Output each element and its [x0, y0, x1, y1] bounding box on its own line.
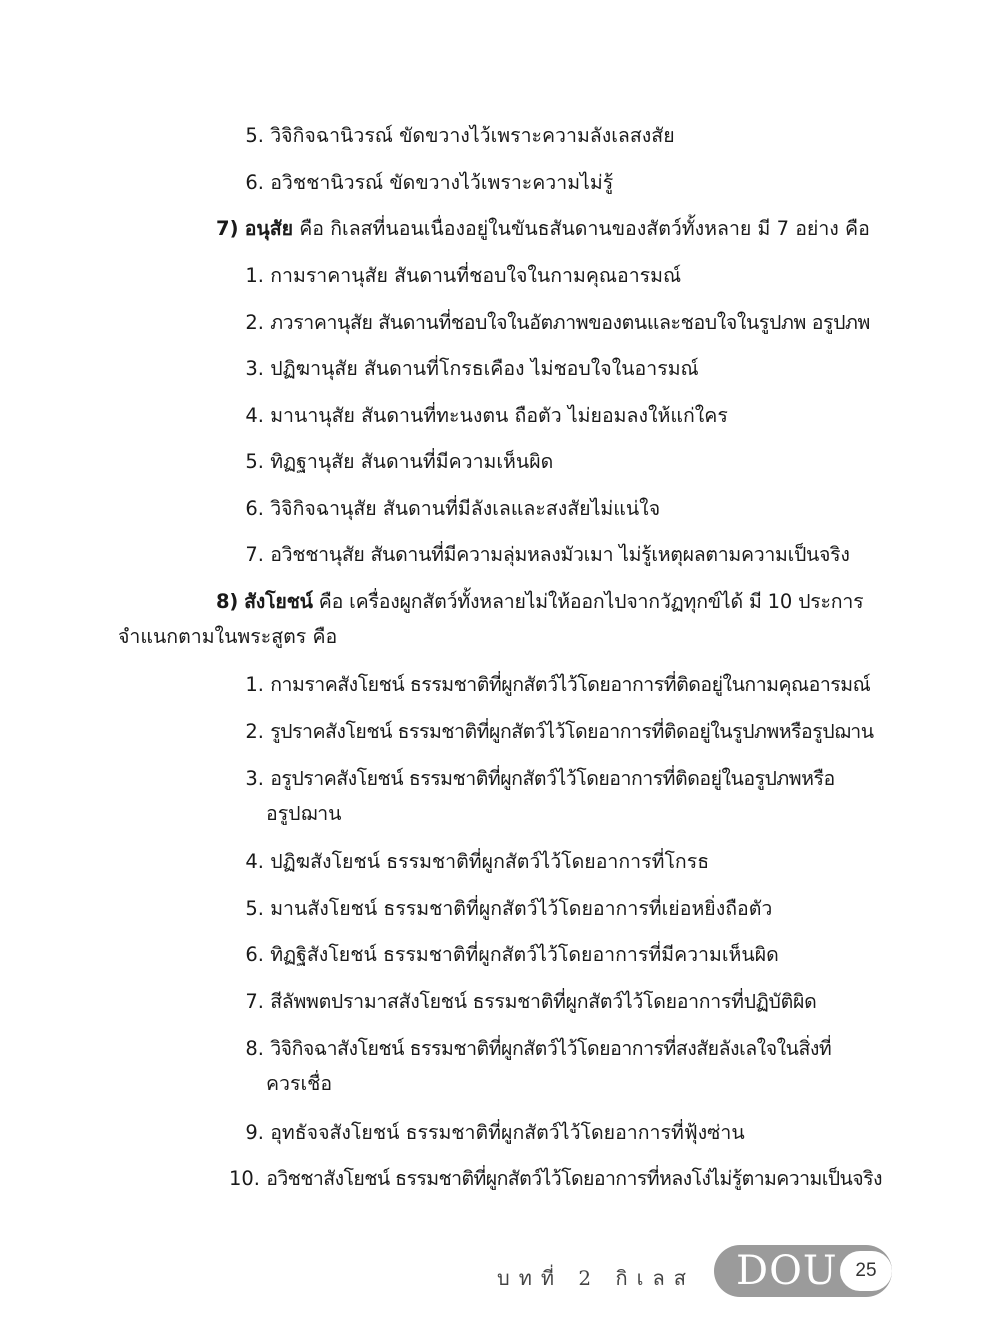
item-text-continued: อรูปฌาน — [266, 802, 342, 825]
section-number: 8) — [216, 590, 239, 613]
item-number: 8. — [245, 1037, 264, 1060]
item-number: 1. — [245, 264, 264, 287]
section-number: 7) — [216, 217, 239, 240]
list-item — [240, 168, 613, 198]
item-number: 1. — [245, 673, 264, 696]
item-text: มานสังโยชน์ ธรรมชาติที่ผูกสัตว์ไว้โดยอาการที่เย่อหยิ่งถือตัว — [270, 897, 773, 920]
item-text: ปฏิฆสังโยชน์ ธรรมชาติที่ผูกสัตว์ไว้โดยอาการที่โกรธ — [270, 850, 710, 873]
section-term: อนุสัย — [244, 217, 294, 240]
list-item — [240, 121, 675, 151]
page-badge — [714, 1245, 892, 1297]
item-number: 7. — [245, 543, 264, 566]
list-item — [240, 940, 779, 970]
list-item — [240, 447, 553, 477]
list-item — [240, 764, 835, 794]
list-item — [240, 494, 660, 524]
list-item — [240, 987, 816, 1017]
item-text: ทิฏฐานุสัย สันดานที่มีความเห็นผิด — [270, 450, 554, 473]
item-number: 6. — [245, 171, 264, 194]
list-item — [240, 670, 870, 700]
item-text: รูปราคสังโยชน์ ธรรมชาติที่ผูกสัตว์ไว้โดยอาการที่ติดอยู่ในรูปภพหรือรูปฌาน — [270, 720, 874, 743]
item-text: วิจิกิจฉานุสัย สันดานที่มีลังเลและสงสัยไม่แน่ใจ — [270, 497, 661, 520]
item-number: 4. — [245, 404, 264, 427]
list-item — [240, 401, 728, 431]
item-text: วิจิกิจฉาสังโยชน์ ธรรมชาติที่ผูกสัตว์ไว้โดยอาการที่สงสัยลังเลใจในสิ่งที่ — [270, 1037, 832, 1060]
chapter-footer: บทที่ 2 กิเลส — [497, 1266, 695, 1290]
item-text: อรูปราคสังโยชน์ ธรรมชาติที่ผูกสัตว์ไว้โดยอาการที่ติดอยู่ในอรูปภพหรือ — [270, 767, 835, 790]
item-text: กามราคานุสัย สันดานที่ชอบใจในกามคุณอารมณ์ — [270, 264, 682, 287]
list-item — [240, 717, 874, 747]
item-text: วิจิกิจฉานิวรณ์ ขัดขวางไว้เพราะความลังเลสงสัย — [270, 124, 675, 147]
section-7-heading — [216, 214, 870, 244]
list-item — [240, 354, 699, 384]
item-number: 5. — [245, 124, 264, 147]
item-number: 2. — [245, 311, 264, 334]
list-item — [240, 894, 772, 924]
item-number: 10. — [228, 1167, 260, 1190]
list-item — [240, 308, 870, 338]
item-text: ทิฏฐิสังโยชน์ ธรรมชาติที่ผูกสัตว์ไว้โดยอาการที่มีความเห็นผิด — [270, 943, 779, 966]
item-text: กามราคสังโยชน์ ธรรมชาติที่ผูกสัตว์ไว้โดยอาการที่ติดอยู่ในกามคุณอารมณ์ — [270, 673, 871, 696]
item-text-continued: ควรเชื่อ — [266, 1072, 333, 1095]
item-text: มานานุสัย สันดานที่ทะนงตน ถือตัว ไม่ยอมลงให้แก่ใคร — [270, 404, 728, 427]
item-number: 9. — [245, 1121, 264, 1144]
item-text: อุทธัจจสังโยชน์ ธรรมชาติที่ผูกสัตว์ไว้โดยอาการที่ฟุ้งซ่าน — [270, 1121, 745, 1144]
list-item — [240, 1034, 831, 1064]
section-definition: คือ กิเลสที่นอนเนื่องอยู่ในขันธสันดานของสัตว์ทั้งหลาย มี 7 อย่าง คือ — [299, 217, 870, 240]
page-number: 25 — [840, 1251, 892, 1291]
item-text: สีลัพพตปรามาสสังโยชน์ ธรรมชาติที่ผูกสัตว์ไว้โดยอาการที่ปฏิบัติผิด — [270, 990, 817, 1013]
list-item — [240, 261, 681, 291]
section-8-definition-continued: จำแนกตามในพระสูตร คือ — [118, 625, 338, 648]
item-number: 6. — [245, 497, 264, 520]
item-number: 5. — [245, 450, 264, 473]
item-text: ภวราคานุสัย สันดานที่ชอบใจในอัตภาพของตนและชอบใจในรูปภพ อรูปภพ — [270, 311, 870, 334]
dou-logo: DOU — [736, 1248, 838, 1294]
item-text: อวิชชานิวรณ์ ขัดขวางไว้เพราะความไม่รู้ — [270, 171, 614, 194]
section-term: สังโยชน์ — [244, 590, 313, 613]
item-number: 3. — [245, 357, 264, 380]
item-number: 3. — [245, 767, 264, 790]
item-number: 6. — [245, 943, 264, 966]
list-item — [240, 1118, 745, 1148]
item-number: 4. — [245, 850, 264, 873]
section-8-heading — [216, 587, 863, 617]
item-text: ปฏิฆานุสัย สันดานที่โกรธเคือง ไม่ชอบใจในอารมณ์ — [270, 357, 699, 380]
list-item — [240, 847, 709, 877]
item-number: 2. — [245, 720, 264, 743]
list-item — [226, 1164, 882, 1194]
list-item — [240, 540, 850, 570]
section-definition: คือ เครื่องผูกสัตว์ทั้งหลายไม่ให้ออกไปจากวัฏทุกข์ได้ มี 10 ประการ — [318, 590, 864, 613]
item-number: 5. — [245, 897, 264, 920]
item-text: อวิชชานุสัย สันดานที่มีความลุ่มหลงมัวเมา ไม่รู้เหตุผลตามความเป็นจริง — [270, 543, 850, 566]
item-text: อวิชชาสังโยชน์ ธรรมชาติที่ผูกสัตว์ไว้โดยอาการที่หลงโง่ไม่รู้ตามความเป็นจริง — [266, 1167, 882, 1190]
item-number: 7. — [245, 990, 264, 1013]
